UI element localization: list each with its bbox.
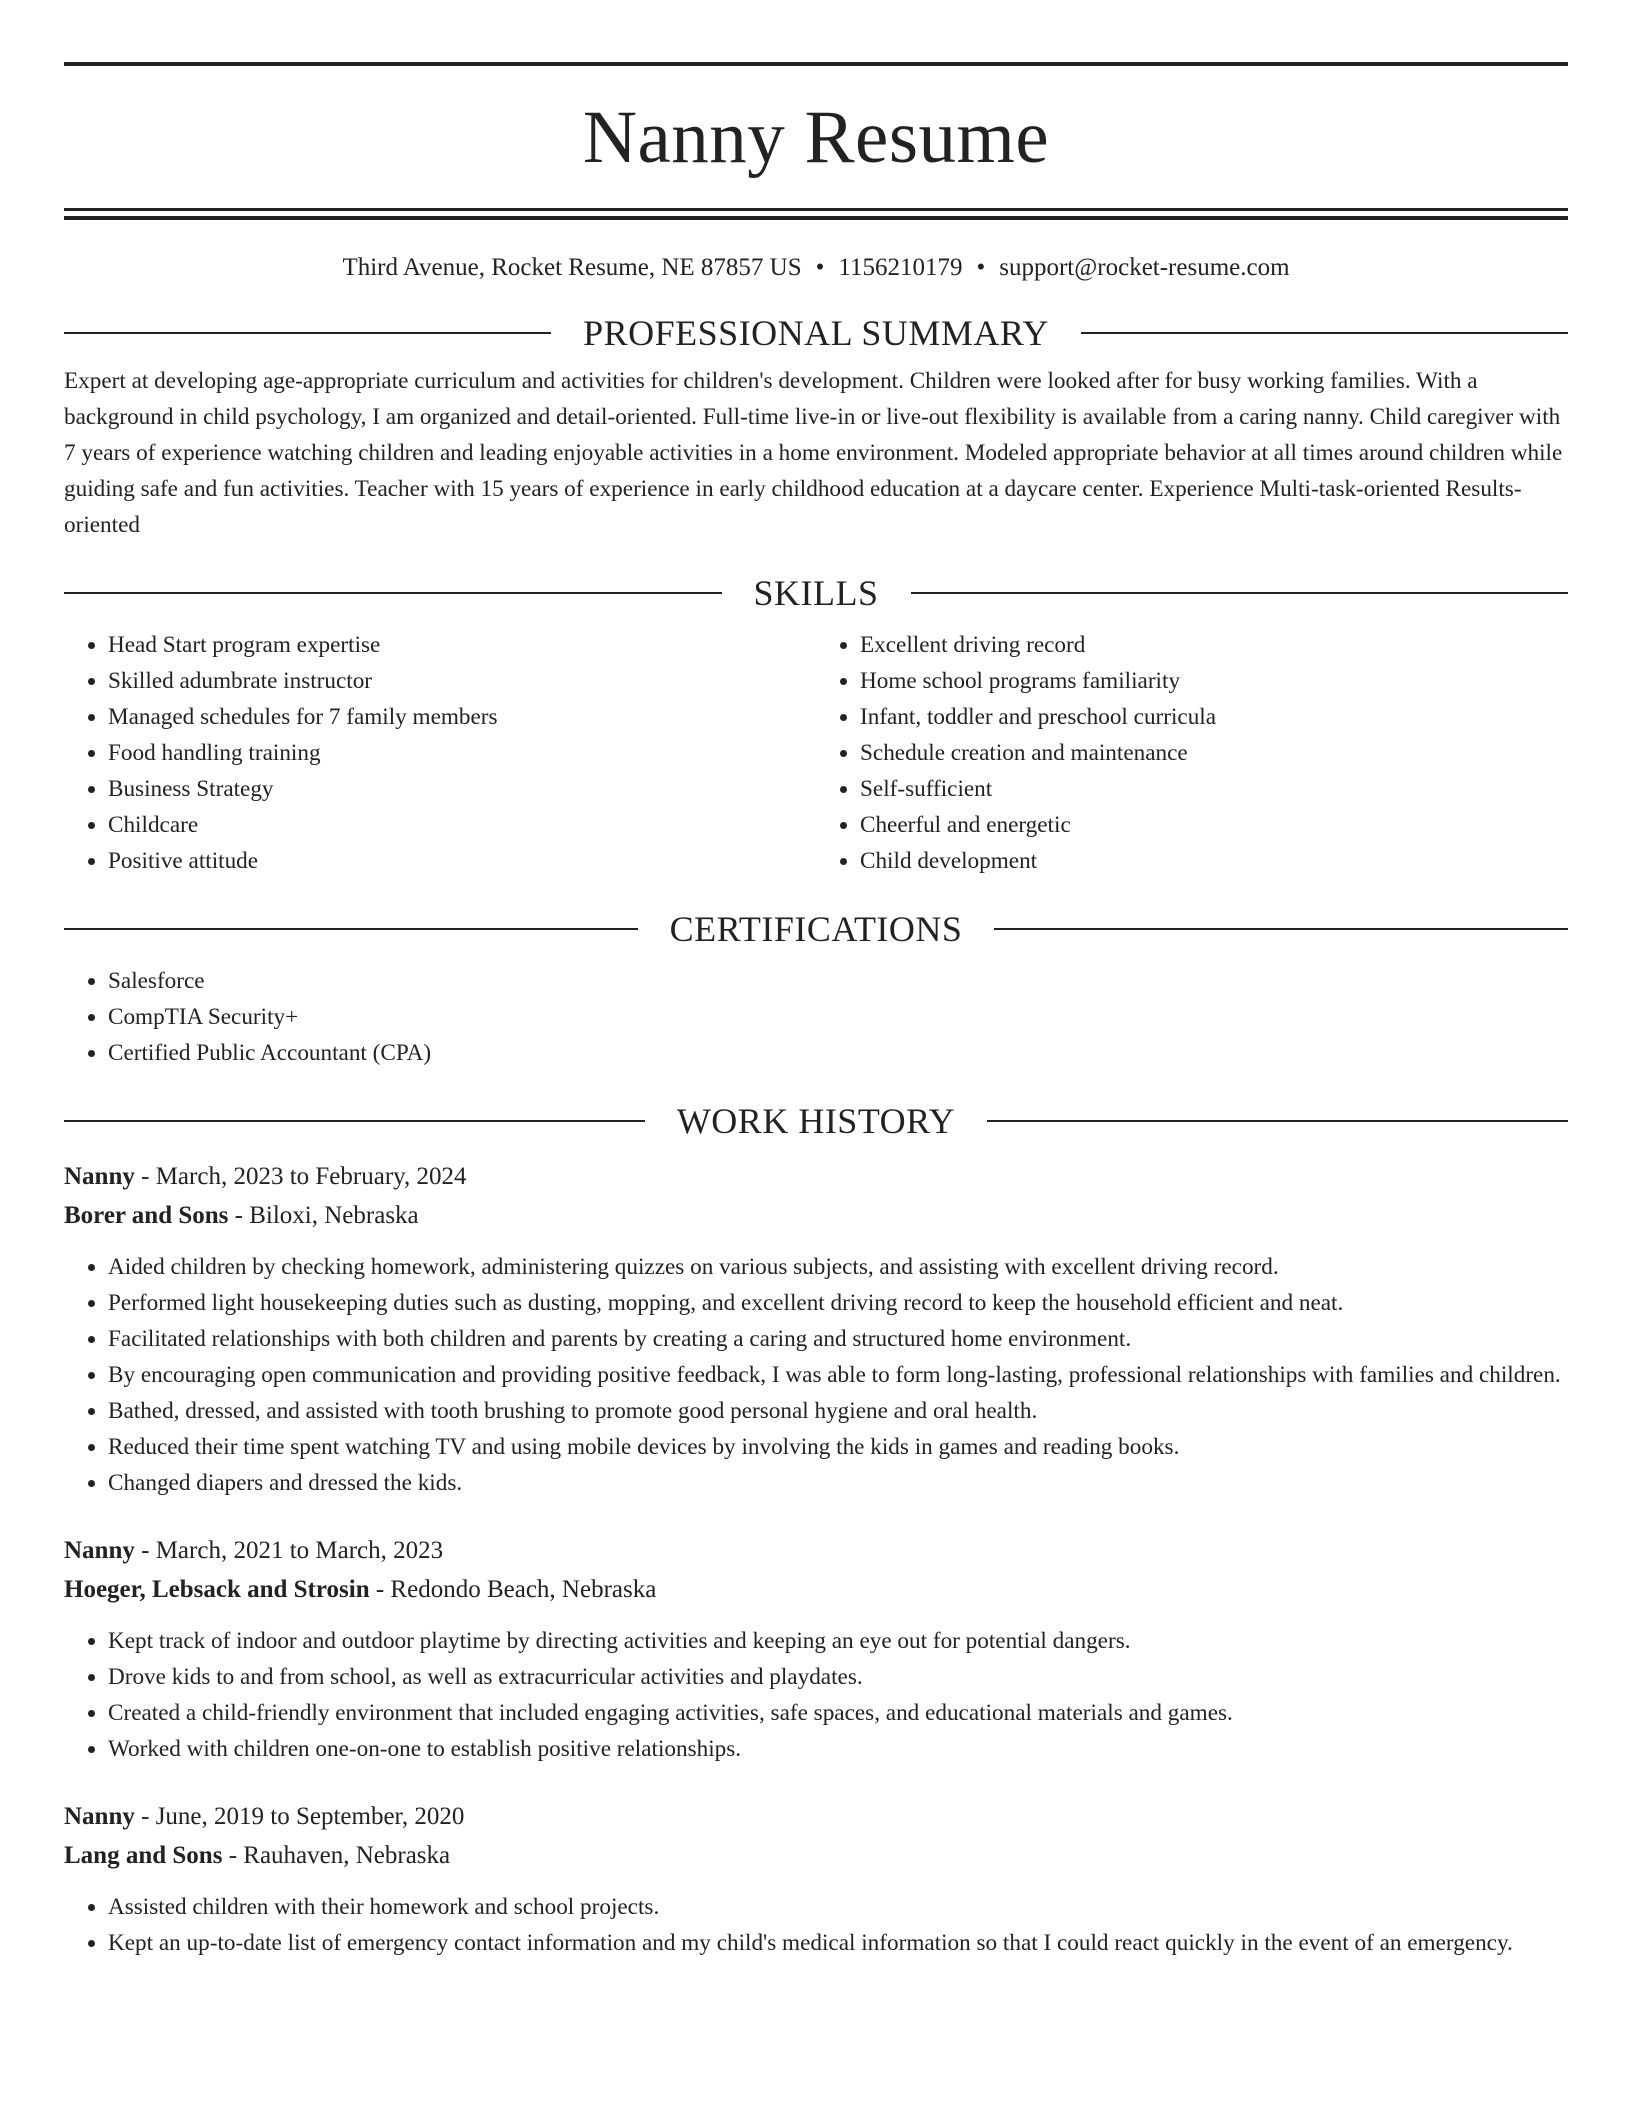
section-header-skills bbox=[64, 571, 1568, 615]
job-title-line bbox=[64, 1531, 1568, 1570]
skills-list-right bbox=[816, 627, 1568, 879]
skill-item: • Head Start program expertise bbox=[108, 627, 816, 663]
job-bullet: • Reduced their time spent watching TV and using mobile devices by involving the kids in games and reading books. bbox=[108, 1429, 1568, 1465]
job-entry bbox=[64, 1797, 1568, 1961]
job-company: Lang and Sons bbox=[64, 1842, 223, 1869]
section-title: WORK HISTORY bbox=[676, 1101, 956, 1141]
skills-columns bbox=[64, 627, 1568, 879]
contact-separator: • bbox=[815, 254, 825, 281]
job-dates: - March, 2023 to February, 2024 bbox=[134, 1163, 467, 1190]
job-bullet: • Performed light housekeeping duties such as dusting, mopping, and excellent driving record to keep the household efficient and neat. bbox=[108, 1285, 1568, 1321]
job-entry bbox=[64, 1531, 1568, 1767]
job-title-line bbox=[64, 1797, 1568, 1836]
skill-item: • Food handling training bbox=[108, 735, 816, 771]
section-rule bbox=[64, 332, 551, 334]
job-title-line bbox=[64, 1157, 1568, 1196]
title-double-rule bbox=[64, 208, 1568, 220]
skill-item: • Cheerful and energetic bbox=[860, 807, 1568, 843]
job-title: Nanny bbox=[64, 1163, 135, 1190]
job-location: - Biloxi, Nebraska bbox=[228, 1202, 419, 1229]
contact-address: Third Avenue, Rocket Resume, NE 87857 US bbox=[342, 254, 802, 281]
job-title: Nanny bbox=[64, 1537, 135, 1564]
job-bullet: • Kept track of indoor and outdoor playtime by directing activities and keeping an eye out for potential dangers. bbox=[108, 1623, 1568, 1659]
contact-phone: 1156210179 bbox=[838, 254, 963, 281]
job-bullet: • Changed diapers and dressed the kids. bbox=[108, 1465, 1568, 1501]
section-rule bbox=[994, 928, 1568, 930]
job-company: Hoeger, Lebsack and Strosin bbox=[64, 1576, 370, 1603]
contact-line bbox=[64, 253, 1568, 283]
job-company-line bbox=[64, 1570, 1568, 1609]
job-bullets bbox=[64, 1889, 1568, 1961]
certifications-list bbox=[64, 963, 1568, 1071]
skill-item: • Self-sufficient bbox=[860, 771, 1568, 807]
skill-item: • Business Strategy bbox=[108, 771, 816, 807]
job-company-line bbox=[64, 1836, 1568, 1875]
certification-item: • CompTIA Security+ bbox=[108, 999, 1568, 1035]
contact-email: support@rocket-resume.com bbox=[999, 254, 1290, 281]
job-title: Nanny bbox=[64, 1803, 135, 1830]
job-company: Borer and Sons bbox=[64, 1202, 229, 1229]
section-rule bbox=[911, 592, 1569, 594]
job-dates: - March, 2021 to March, 2023 bbox=[134, 1537, 444, 1564]
skills-list-left bbox=[64, 627, 816, 879]
top-rule bbox=[64, 62, 1568, 66]
job-bullet: • Assisted children with their homework and school projects. bbox=[108, 1889, 1568, 1925]
job-location: - Redondo Beach, Nebraska bbox=[369, 1576, 657, 1603]
section-header-work bbox=[64, 1099, 1568, 1143]
section-title: PROFESSIONAL SUMMARY bbox=[583, 313, 1049, 353]
skill-item: • Managed schedules for 7 family members bbox=[108, 699, 816, 735]
job-bullet: • Kept an up-to-date list of emergency contact information and my child's medical information so that I could react quickly in the event of an emergency. bbox=[108, 1925, 1568, 1961]
section-title: SKILLS bbox=[753, 573, 879, 613]
job-bullet: • Facilitated relationships with both children and parents by creating a caring and structured home environment. bbox=[108, 1321, 1568, 1357]
skill-item: • Childcare bbox=[108, 807, 816, 843]
section-rule bbox=[987, 1120, 1568, 1122]
contact-separator: • bbox=[976, 254, 986, 281]
job-bullets bbox=[64, 1249, 1568, 1501]
job-bullet: • Drove kids to and from school, as well as extracurricular activities and playdates. bbox=[108, 1659, 1568, 1695]
certification-item: • Salesforce bbox=[108, 963, 1568, 999]
section-rule bbox=[1081, 332, 1568, 334]
skill-item: • Home school programs familiarity bbox=[860, 663, 1568, 699]
skill-item: • Skilled adumbrate instructor bbox=[108, 663, 816, 699]
section-title: CERTIFICATIONS bbox=[669, 909, 963, 949]
job-location: - Rauhaven, Nebraska bbox=[222, 1842, 451, 1869]
section-header-summary bbox=[64, 311, 1568, 355]
job-dates: - June, 2019 to September, 2020 bbox=[134, 1803, 465, 1830]
job-bullet: • Worked with children one-on-one to establish positive relationships. bbox=[108, 1731, 1568, 1767]
job-entry bbox=[64, 1157, 1568, 1501]
section-rule bbox=[64, 928, 638, 930]
skill-item: • Positive attitude bbox=[108, 843, 816, 879]
job-bullet: • Bathed, dressed, and assisted with tooth brushing to promote good personal hygiene and oral health. bbox=[108, 1393, 1568, 1429]
section-header-certifications bbox=[64, 907, 1568, 951]
page-title: Nanny Resume bbox=[582, 96, 1050, 179]
skill-item: • Infant, toddler and preschool curricula bbox=[860, 699, 1568, 735]
section-rule bbox=[64, 592, 722, 594]
skill-item: • Excellent driving record bbox=[860, 627, 1568, 663]
job-bullet: • By encouraging open communication and providing positive feedback, I was able to form long-lasting, professional relationships with families and children. bbox=[108, 1357, 1568, 1393]
job-bullet: • Aided children by checking homework, administering quizzes on various subjects, and assisting with excellent driving record. bbox=[108, 1249, 1568, 1285]
skill-item: • Schedule creation and maintenance bbox=[860, 735, 1568, 771]
skill-item: • Child development bbox=[860, 843, 1568, 879]
job-bullet: • Created a child-friendly environment that included engaging activities, safe spaces, and educational materials and games. bbox=[108, 1695, 1568, 1731]
job-bullets bbox=[64, 1623, 1568, 1767]
certification-item: • Certified Public Accountant (CPA) bbox=[108, 1035, 1568, 1071]
section-rule bbox=[64, 1120, 645, 1122]
summary-text: Expert at developing age-appropriate curriculum and activities for children's development. Children were looked after for busy working families. With a background in child psychology, I am organized and detail-oriented. Full-time live-in or live-out flexibility is available from a caring nanny. Child caregiver with 7 years of experience watching children and leading enjoyable activities in a home environment. Modeled appropriate behavior at all times around children while guiding safe and fun activities. Teacher with 15 years of experience in early childhood education at a daycare center. Experience Multi-task-oriented Results-oriented bbox=[64, 368, 1563, 538]
job-company-line bbox=[64, 1196, 1568, 1235]
